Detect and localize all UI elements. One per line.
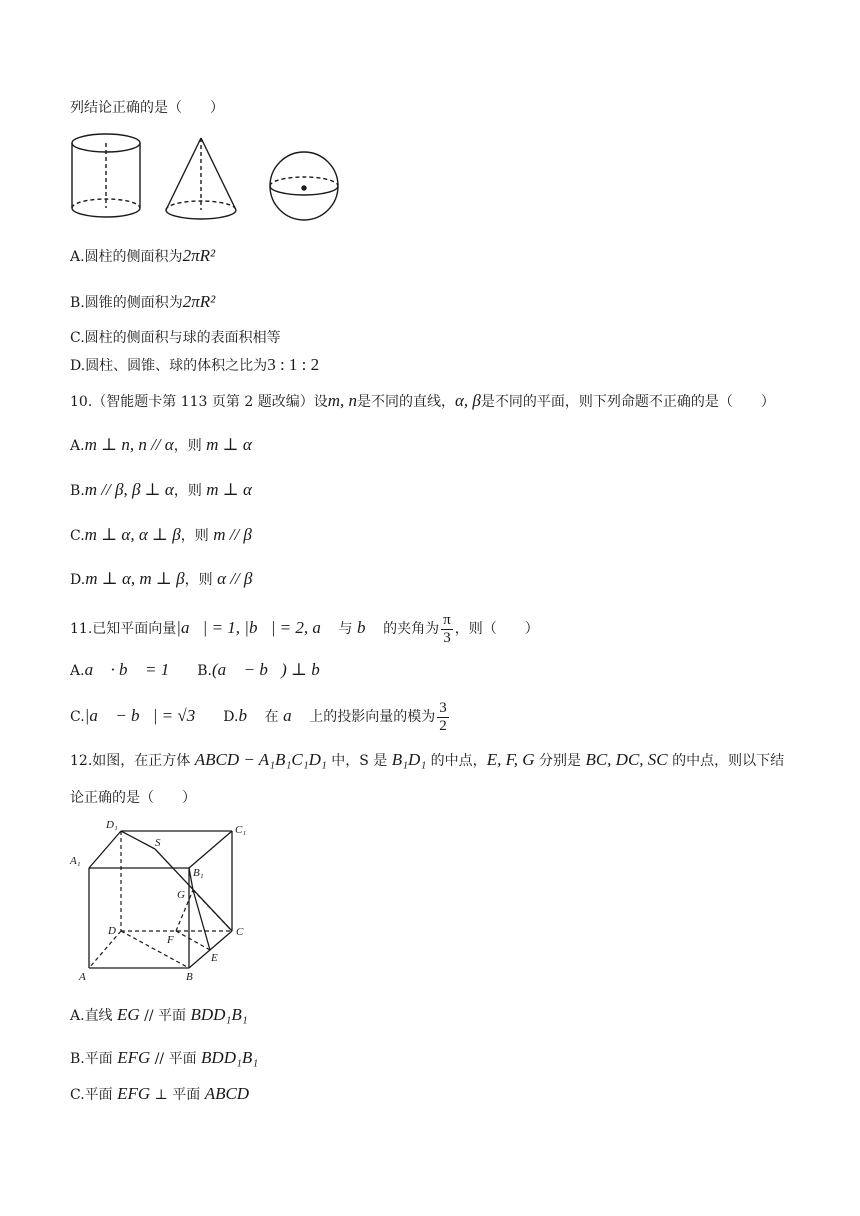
q12-option-b: B.平面 EFG // 平面 BDD₁B₁	[70, 1048, 259, 1067]
q9-option-d: D.圆柱、圆锥、球的体积之比为3 : 1 : 2	[70, 355, 320, 374]
cube-figure	[62, 816, 262, 986]
q10-option-a: A.m ⊥ n, n // α，则 m ⊥ α	[70, 435, 252, 454]
label-S: S	[155, 837, 161, 849]
label-G: G	[177, 889, 185, 901]
cube-edges	[89, 831, 232, 968]
label-B: B	[186, 971, 193, 983]
q11-options-cd: C.|a⃗ − b⃗| = √3 D.b⃗ 在 a⃗ 上的投影向量的模为 $\frac{3}{2}$	[70, 699, 447, 734]
q9-stem-tail: 列结论正确的是（ ）	[70, 100, 224, 116]
projection-fraction: $\frac{3}{2}$	[439, 699, 447, 734]
solids-figure	[66, 130, 356, 226]
label-C: C	[236, 926, 244, 938]
cube-hidden-edges	[89, 831, 232, 968]
label-A1: A₁	[70, 855, 81, 867]
label-D1: D₁	[106, 819, 118, 831]
q11-options-ab: A.a⃗ · b⃗ = 1 B.(a⃗ − b⃗) ⊥ b⃗	[70, 660, 333, 679]
label-E: E	[211, 952, 218, 964]
q9-option-c: C.圆柱的侧面积与球的表面积相等	[70, 330, 281, 346]
cylinder-shape	[72, 134, 140, 217]
label-F: F	[167, 934, 174, 946]
q12-stem-line2: 论正确的是（ ）	[70, 790, 196, 806]
cone-shape	[166, 138, 236, 219]
label-D: D	[108, 925, 116, 937]
q12-option-a: A.直线 EG // 平面 BDD₁B₁	[70, 1005, 248, 1024]
angle-fraction: $\frac{\pi}{3}$	[443, 611, 451, 646]
q9-option-a: A.圆柱的侧面积为2πR²	[70, 246, 216, 265]
q10-stem: 10.（智能题卡第 113 页第 2 题改编）设m, n是不同的直线，α, β是不同的平面，则下列命题不正确的是（ ）	[70, 391, 775, 410]
q10-option-d: D.m ⊥ α, m ⊥ β，则 α // β	[70, 569, 253, 588]
sphere-shape	[270, 152, 338, 220]
q12-option-c: C.平面 EFG ⊥ 平面 ABCD	[70, 1084, 250, 1103]
q12-stem-line1: 12.如图，在正方体 ABCD − A₁B₁C₁D₁ 中，S 是 B₁D₁ 的中点，E, F, G 分别是 BC, DC, SC 的中点，则以下结	[70, 750, 785, 769]
label-A: A	[79, 971, 86, 983]
q11-stem: 11.已知平面向量|a⃗| = 1, |b⃗| = 2, a⃗ 与 b⃗ 的夹角为 $\frac{\pi}{3}$ ，则（ ）	[70, 611, 539, 646]
q10-option-c: C.m ⊥ α, α ⊥ β，则 m // β	[70, 525, 252, 544]
q9-option-b: B.圆锥的侧面积为2πR²	[70, 292, 216, 311]
q10-option-b: B.m // β, β ⊥ α，则 m ⊥ α	[70, 480, 252, 499]
label-B1: B₁	[193, 867, 204, 879]
label-C1: C₁	[235, 824, 247, 836]
